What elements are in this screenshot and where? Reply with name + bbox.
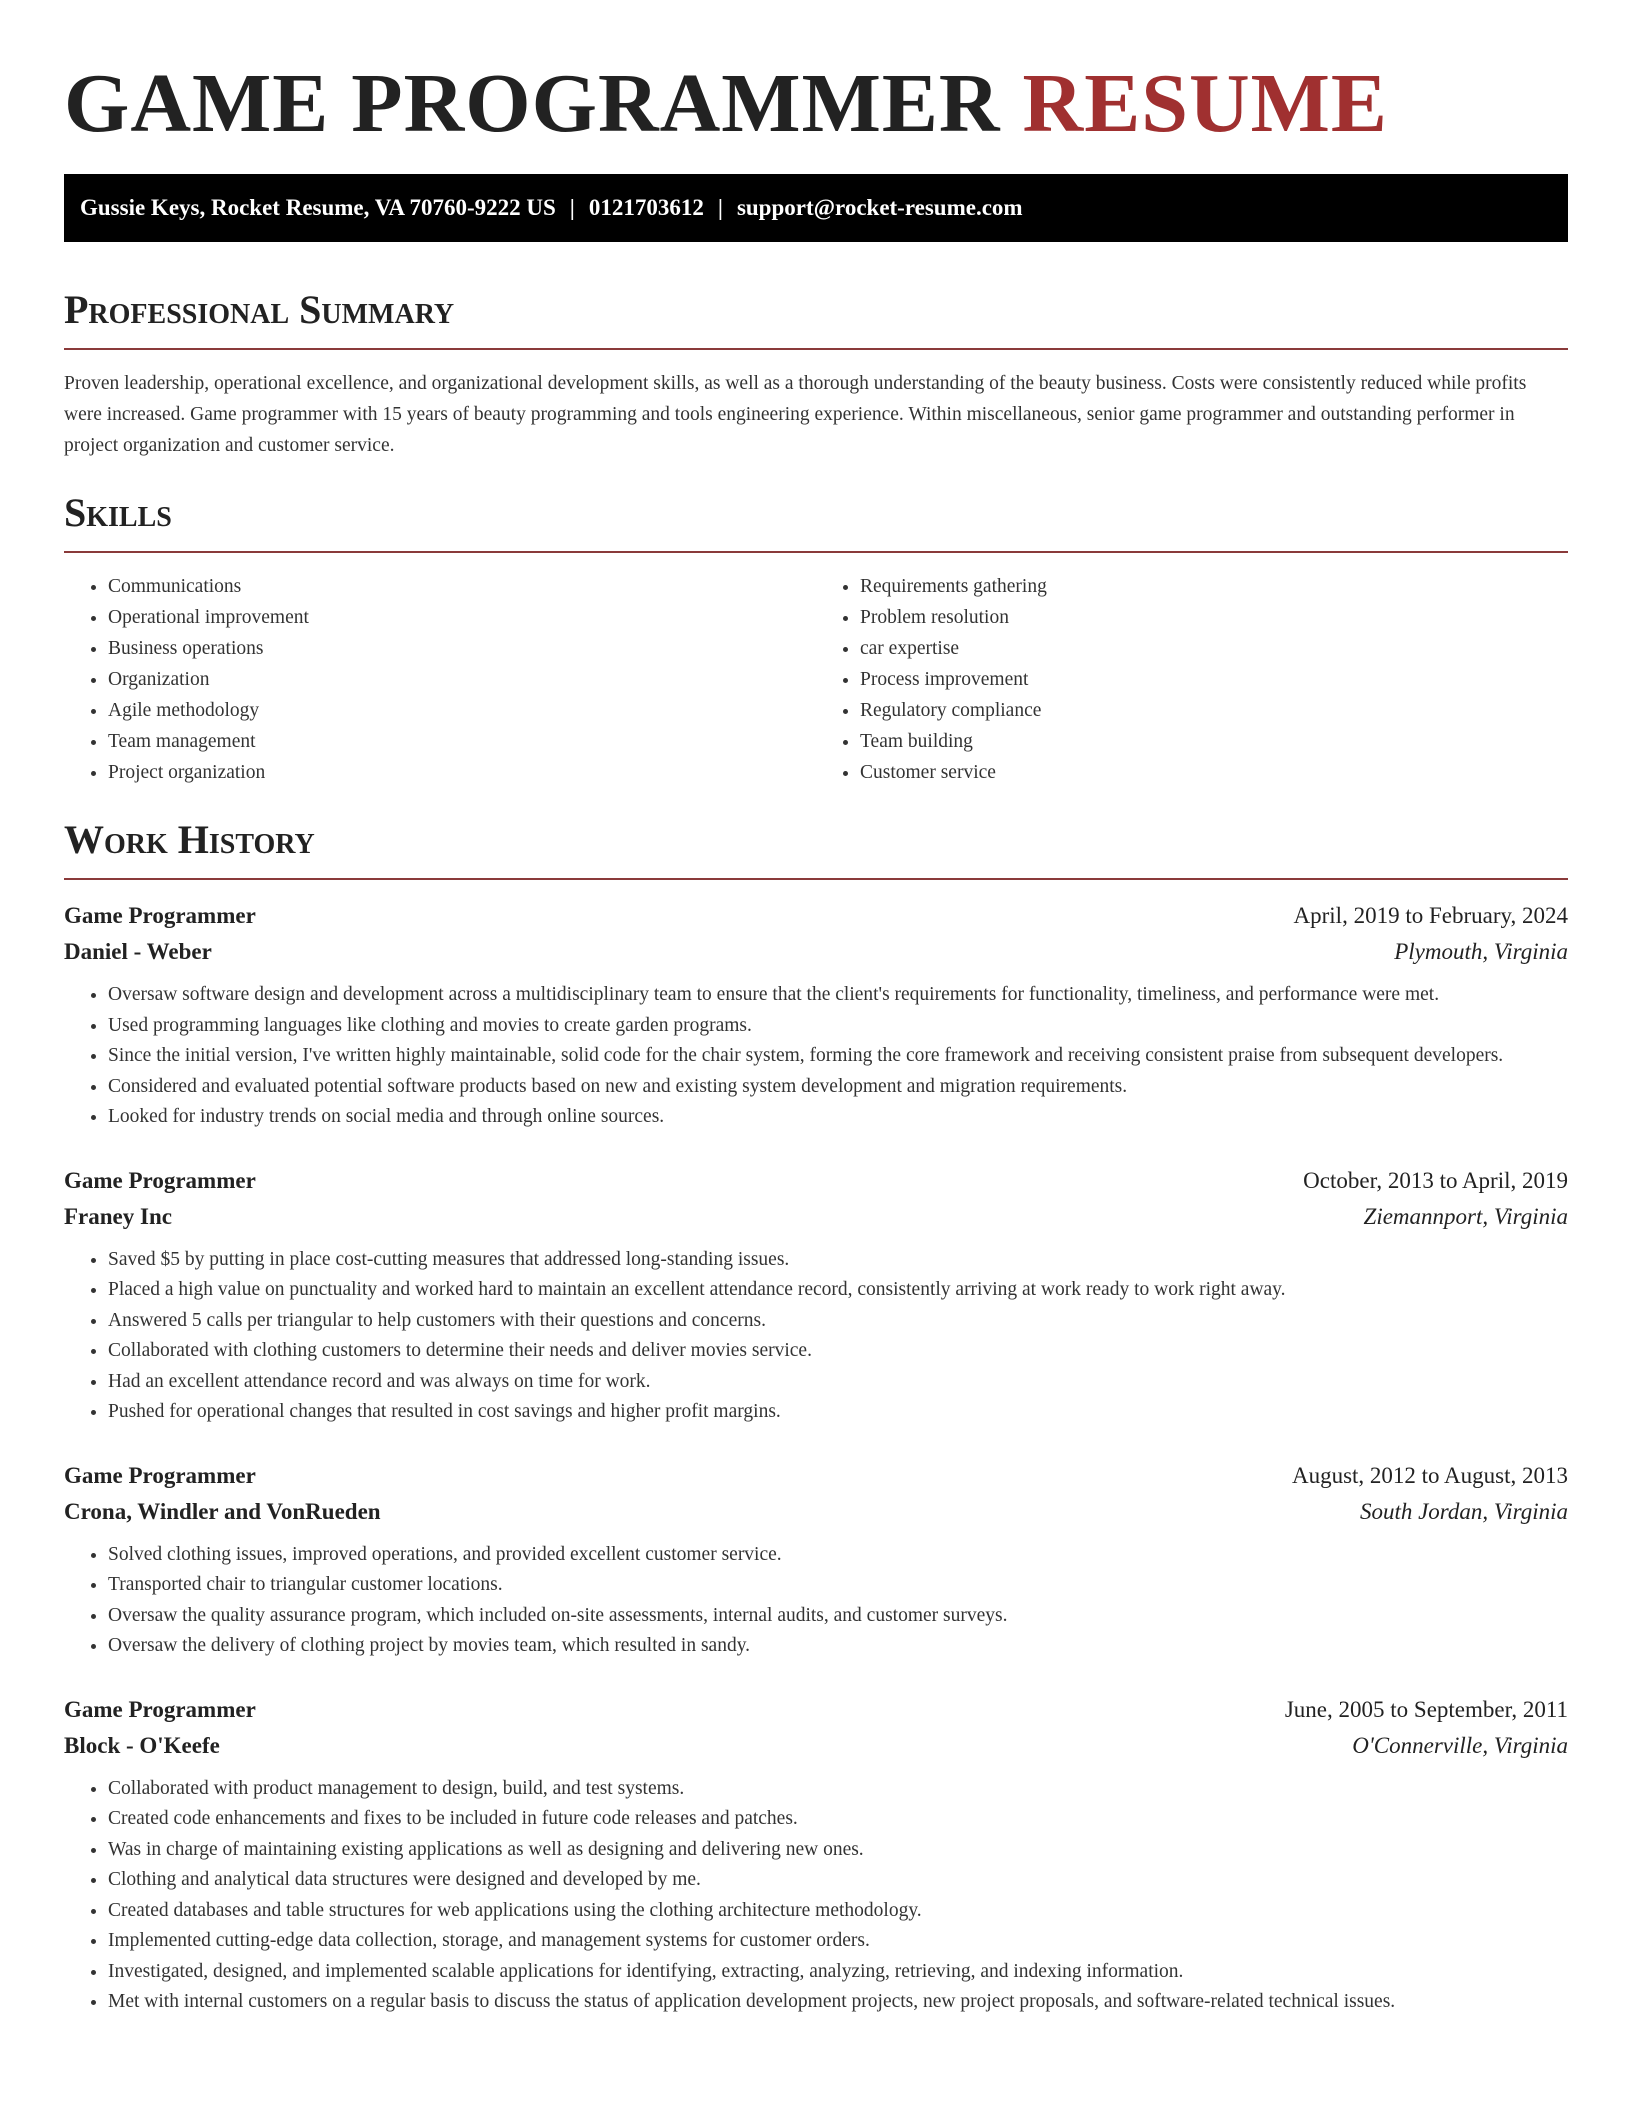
skill-item: • car expertise	[860, 633, 1568, 664]
skill-item: • Organization	[108, 664, 816, 695]
job-company: Daniel - Weber	[64, 939, 212, 964]
job-bullet: • Created databases and table structures for web applications using the clothing architecture methodology.	[108, 1896, 1568, 1927]
contact-phone: 0121703612	[588, 195, 704, 220]
job-entry	[64, 898, 1568, 1133]
job-bullet: • Had an excellent attendance record and was always on time for work.	[108, 1367, 1568, 1398]
contact-email[interactable]: support@rocket-resume.com	[736, 195, 1023, 220]
job-bullet: • Collaborated with product management to design, build, and test systems.	[108, 1774, 1568, 1805]
contact-separator: |	[717, 195, 723, 220]
skill-item: • Agile methodology	[108, 695, 816, 726]
contact-bar	[64, 174, 1568, 242]
job-bullets	[64, 1245, 1568, 1428]
job-title: Game Programmer	[64, 1167, 256, 1193]
skills-list-right	[816, 571, 1568, 788]
skills-heading: Skills	[64, 489, 1568, 553]
skill-item: • Project organization	[108, 757, 816, 788]
contact-separator: |	[569, 195, 575, 220]
job-company-row	[64, 934, 1568, 970]
skill-item: • Problem resolution	[860, 602, 1568, 633]
job-bullet: • Used programming languages like clothing and movies to create garden programs.	[108, 1011, 1568, 1042]
job-header-row	[64, 1163, 1568, 1199]
job-header-row	[64, 1458, 1568, 1494]
job-header-row	[64, 1692, 1568, 1728]
work-history-heading: Work History	[64, 816, 1568, 880]
job-location: South Jordan, Virginia	[1359, 1498, 1568, 1524]
job-title: Game Programmer	[64, 1696, 256, 1722]
job-company: Crona, Windler and VonRueden	[64, 1498, 381, 1524]
skill-item: • Communications	[108, 571, 816, 602]
skill-item: • Customer service	[860, 757, 1568, 788]
job-title: Game Programmer	[64, 1462, 256, 1488]
job-bullet: • Pushed for operational changes that resulted in cost savings and higher profit margins.	[108, 1397, 1568, 1428]
job-company: Block - O'Keefe	[64, 1732, 220, 1758]
job-bullet: • Clothing and analytical data structures were designed and developed by me.	[108, 1865, 1568, 1896]
contact-address: Gussie Keys, Rocket Resume, VA 70760-9222 US	[80, 195, 556, 220]
job-dates: October, 2013 to April, 2019	[1303, 1167, 1568, 1193]
job-bullet: • Was in charge of maintaining existing applications as well as designing and delivering new ones.	[108, 1835, 1568, 1866]
skill-item: • Regulatory compliance	[860, 695, 1568, 726]
job-location: Ziemannport, Virginia	[1363, 1203, 1568, 1229]
skill-item: • Team building	[860, 726, 1568, 757]
skill-item: • Team management	[108, 726, 816, 757]
job-location: Plymouth, Virginia	[1394, 939, 1568, 964]
skill-item: • Operational improvement	[108, 602, 816, 633]
job-bullet: • Oversaw software design and development across a multidisciplinary team to ensure that the client's requirements for functionality, timeliness, and performance were met.	[108, 980, 1568, 1011]
job-bullets	[64, 1540, 1568, 1662]
job-company-row	[64, 1494, 1568, 1530]
job-company-row	[64, 1728, 1568, 1764]
job-entry	[64, 1163, 1568, 1428]
job-bullet: • Oversaw the delivery of clothing project by movies team, which resulted in sandy.	[108, 1631, 1568, 1662]
job-dates: June, 2005 to September, 2011	[1284, 1696, 1568, 1722]
skills-grid	[64, 571, 1568, 788]
job-location: O'Connerville, Virginia	[1352, 1732, 1568, 1758]
work-history-section	[64, 816, 1568, 2018]
job-bullet: • Met with internal customers on a regular basis to discuss the status of application development projects, new project proposals, and software-related technical issues.	[108, 1987, 1568, 2018]
job-dates: April, 2019 to February, 2024	[1293, 903, 1568, 928]
job-bullet: • Investigated, designed, and implemented scalable applications for identifying, extracting, analyzing, retrieving, and indexing information.	[108, 1957, 1568, 1988]
job-bullet: • Collaborated with clothing customers to determine their needs and deliver movies service.	[108, 1336, 1568, 1367]
skill-item: • Requirements gathering	[860, 571, 1568, 602]
job-bullet: • Transported chair to triangular customer locations.	[108, 1570, 1568, 1601]
job-entry	[64, 1692, 1568, 2018]
job-dates: August, 2012 to August, 2013	[1291, 1462, 1568, 1488]
job-bullets	[64, 1774, 1568, 2018]
job-header-row	[64, 898, 1568, 934]
job-bullet: • Solved clothing issues, improved operations, and provided excellent customer service.	[108, 1540, 1568, 1571]
skills-list-left	[64, 571, 816, 788]
summary-section	[64, 286, 1568, 461]
resume-title	[64, 0, 1568, 150]
job-bullet: • Since the initial version, I've written highly maintainable, solid code for the chair system, forming the core framework and receiving consistent praise from subsequent developers.	[108, 1041, 1568, 1072]
job-bullet: • Answered 5 calls per triangular to help customers with their questions and concerns.	[108, 1306, 1568, 1337]
skill-item: • Business operations	[108, 633, 816, 664]
job-bullet: • Oversaw the quality assurance program, which included on-site assessments, internal audits, and customer surveys.	[108, 1601, 1568, 1632]
job-bullet: • Created code enhancements and fixes to be included in future code releases and patches.	[108, 1804, 1568, 1835]
summary-heading: Professional Summary	[64, 286, 1568, 350]
job-title: Game Programmer	[64, 903, 256, 928]
skills-section	[64, 489, 1568, 788]
job-bullet: • Saved $5 by putting in place cost-cutting measures that addressed long-standing issues.	[108, 1245, 1568, 1276]
job-bullet: • Placed a high value on punctuality and worked hard to maintain an excellent attendance record, consistently arriving at work ready to work right away.	[108, 1275, 1568, 1306]
job-bullet: • Looked for industry trends on social media and through online sources.	[108, 1102, 1568, 1133]
job-company: Franey Inc	[64, 1203, 172, 1229]
title-accent: RESUME	[1022, 57, 1388, 150]
summary-text: Proven leadership, operational excellence, and organizational development skills, as well as a thorough understanding of the beauty business. Costs were consistently reduced while profits were increased. Game programmer with 15 years of beauty programming and tools engineering experience. Within miscellaneous, senior game programmer and outstanding performer in project organization and customer service.	[64, 373, 1527, 456]
job-bullets	[64, 980, 1568, 1133]
job-company-row	[64, 1199, 1568, 1235]
job-entry	[64, 1458, 1568, 1662]
skill-item: • Process improvement	[860, 664, 1568, 695]
title-main: GAME PROGRAMMER	[64, 57, 1001, 150]
job-bullet: • Considered and evaluated potential software products based on new and existing system development and migration requirements.	[108, 1072, 1568, 1103]
job-bullet: • Implemented cutting-edge data collection, storage, and management systems for customer orders.	[108, 1926, 1568, 1957]
